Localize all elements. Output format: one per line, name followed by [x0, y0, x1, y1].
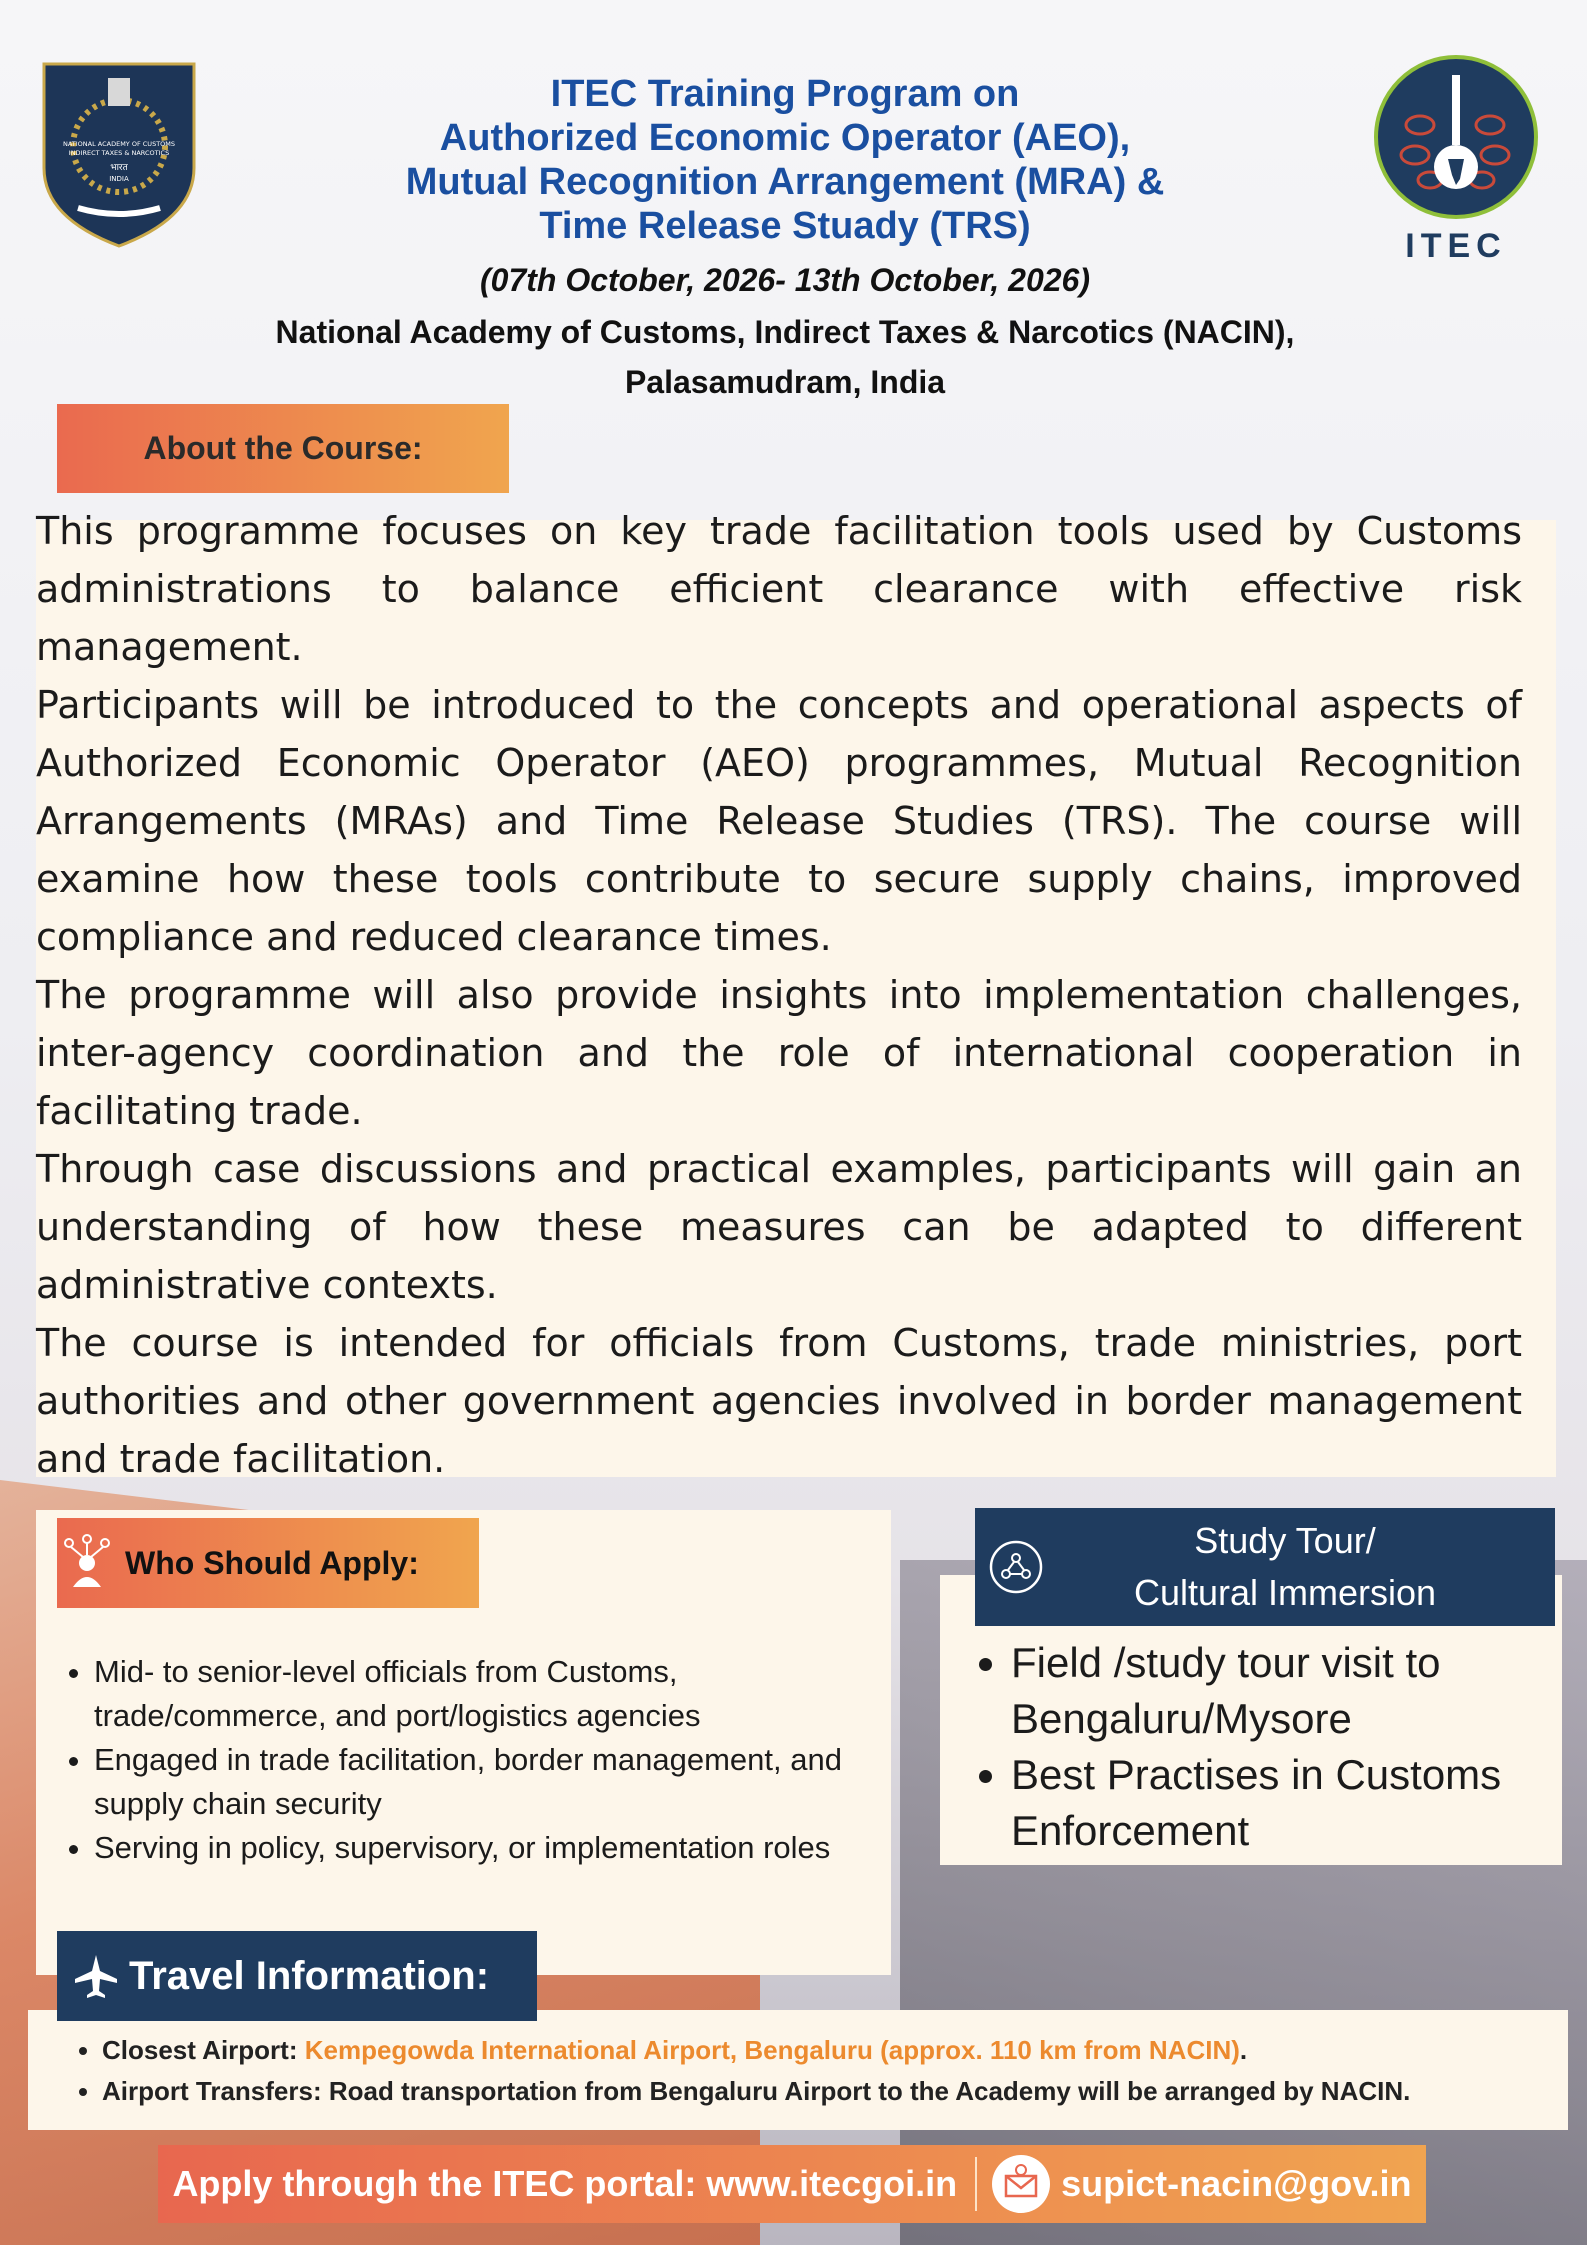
tour-heading-line-2: Cultural Immersion [1133, 1572, 1437, 1613]
logo-left-text-2: INDIRECT TAXES & NARCOTICS [68, 149, 170, 157]
about-paragraph-3: The programme will also provide insights into implementation challenges, inter-agency coordination and the role of international cooperation in facilitating trade. [36, 973, 1522, 1133]
venue-line-2: Palasamudram, India [624, 364, 946, 400]
tour-heading [975, 1508, 1555, 1626]
apply-portal-link[interactable]: Apply through the ITEC portal: www.itecgoi.in [172, 2163, 958, 2204]
who-heading [57, 1518, 479, 1608]
list-item: • Mid- to senior-level officials from Customs, trade/commerce, and port/logistics agencies [94, 1650, 914, 1738]
venue-line-1: National Academy of Customs, Indirect Taxes & Narcotics (NACIN), [275, 314, 1295, 350]
title-line-1: ITEC Training Program on [550, 73, 1020, 115]
list-item [102, 2030, 1582, 2071]
logo-left-text-1: NATIONAL ACADEMY OF CUSTOMS [62, 140, 176, 148]
who-list [60, 1650, 914, 1870]
globe-network-icon [987, 1538, 1045, 1596]
nacin-emblem-icon [38, 58, 200, 250]
about-paragraph-1: This programme focuses on key trade facilitation tools used by Customs administrations to balance efficient clearance with effective risk management. [36, 509, 1522, 669]
tour-list [975, 1635, 1581, 1859]
logo-left-text-4: INDIA [109, 175, 129, 183]
airport-end: . [1239, 2035, 1248, 2065]
itec-logo-icon [1370, 55, 1542, 265]
who-heading-label: Who Should Apply: [125, 1544, 419, 1581]
airplane-icon [73, 1953, 119, 1999]
list-item: • Serving in policy, supervisory, or implementation roles [94, 1826, 914, 1870]
list-item: • Engaged in trade facilitation, border management, and supply chain security [94, 1738, 914, 1826]
logo-left-text-3: भारत [110, 163, 128, 173]
tour-heading-line-1: Study Tour/ [1194, 1520, 1376, 1561]
title-line-4: Time Release Stuady (TRS) [539, 205, 1031, 247]
apply-divider [975, 2157, 977, 2211]
itec-logo-text: ITEC [1405, 227, 1507, 265]
list-item: • Field /study tour visit to Bengaluru/Mysore [1011, 1635, 1581, 1747]
header [220, 72, 1350, 407]
apply-email-link[interactable]: supict-nacin@gov.in [1061, 2163, 1412, 2204]
about-paragraph-5: The course is intended for officials from Customs, trade ministries, port authorities and other government agencies involved in border management and trade facilitation. [36, 1321, 1522, 1481]
title-line-2: Authorized Economic Operator (AEO), [439, 117, 1131, 159]
about-text [36, 502, 1522, 1488]
email-icon [991, 2154, 1051, 2214]
apply-bar [158, 2145, 1426, 2223]
travel-heading [57, 1931, 537, 2021]
list-item: • Airport Transfers: Road transportation from Bengaluru Airport to the Academy will be arranged by NACIN. [102, 2071, 1582, 2112]
airport-label: Closest Airport: [102, 2035, 305, 2065]
about-paragraph-2: Participants will be introduced to the concepts and operational aspects of Authorized Economic Operator (AEO) programmes, Mutual Recognition Arrangements (MRAs) and Time Release Studies (TRS). The course will examine how these tools contribute to secure supply chains, improved compliance and reduced clearance times. [36, 683, 1522, 959]
list-item: • Best Practises in Customs Enforcement [1011, 1747, 1581, 1859]
travel-list [66, 2030, 1582, 2112]
airport-value: Kempegowda International Airport, Bengaluru (approx. 110 km from NACIN) [304, 2035, 1240, 2065]
program-dates: (07th October, 2026- 13th October, 2026) [479, 262, 1090, 298]
title-line-3: Mutual Recognition Arrangement (MRA) & [405, 161, 1165, 203]
about-heading: About the Course: [57, 404, 509, 493]
travel-heading-label: Travel Information: [129, 1953, 490, 1998]
people-network-icon [57, 1533, 117, 1593]
about-paragraph-4: Through case discussions and practical examples, participants will gain an understanding of how these measures can be adapted to different administrative contexts. [36, 1147, 1522, 1307]
